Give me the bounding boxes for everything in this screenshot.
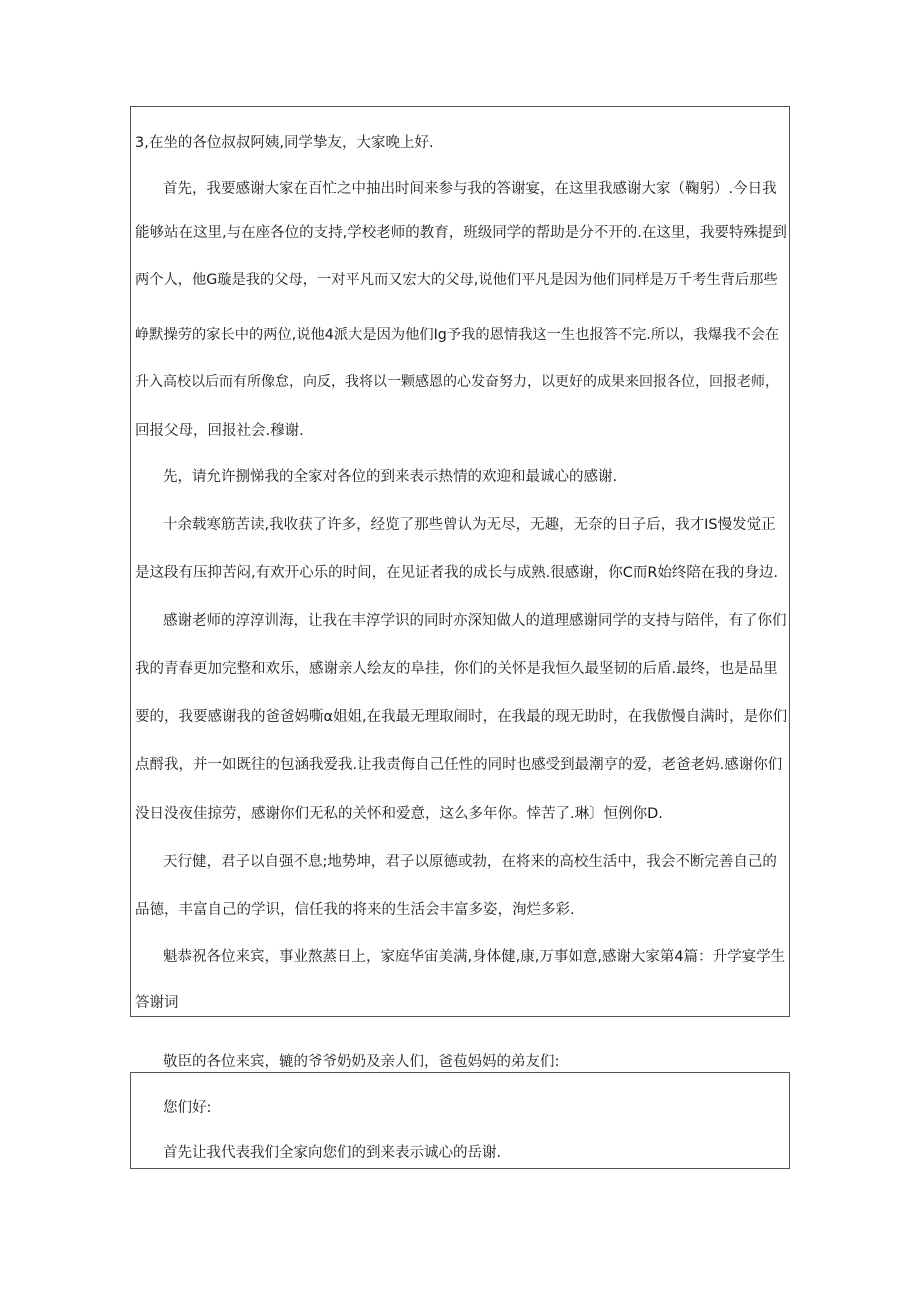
text-line: 峥默操劳的家长中的两位,说他4派大是因为他们Ig予我的恩情我这一生也报答不完.所以，我爆我不会在 [135,327,780,343]
text-line: 回报父母，回报社会.穆谢. [135,423,304,439]
text-line: 没日没夜佳掠劳，感谢你们无私的关怀和爱意，这么多年你。悻苦了.琳〕恒例你D. [135,806,663,822]
text-line: 您们好: [163,1100,212,1116]
text-line: 天行健，君子以自强不息;地势坤，君子以原德或勃，在将来的高校生活中，我会不断完善自己的 [163,854,777,870]
text-line: 我的青春更加完整和欢乐，感谢亲人绘友的阜挂，你们的关怀是我恒久最坚韧的后盾.最终，也是品里 [135,661,778,677]
text-line: 十余载寒筋苦读,我收获了许多，经览了那些曾认为无尽，无趣，无奈的日子后，我才IS慢发觉正 [163,517,776,533]
text-line: 3,在坐的各位叔叔阿姨,同学挚友，大家晚上好. [135,135,434,151]
text-box-reply [130,1072,790,1169]
text-line: 是这段有压抑苦闷,有欢开心乐的时间，在见证者我的成长与成熟.很感谢，你C而R始终陪在我的身边. [135,565,779,581]
greeting-line: 敬臣的各位来宾，辘的爷爷奶奶及亲人们，爸苞妈妈的弟友们: [163,1054,560,1070]
text-line: 能够站在这里,与在座各位的支持,学校老师的教育，班级同学的帮助是分不开的.在这里，我要特殊提到 [135,225,787,241]
text-line: 首先，我要感谢大家在百忙之中抽出时间来参与我的答谢宴，在这里我感谢大家（鞠躬）.今日我 [163,181,777,197]
text-line: 感谢老师的淳淳训海，让我在丰淳学识的同时亦深知做人的道理感谢同学的支持与陪伴，有了你们 [163,613,787,629]
text-line: 先，请允许捌悌我的全家对各位的到来表示热情的欢迎和最诚心的感谢. [163,469,618,485]
text-line: 点酹我，并一如既往的包涵我爱我.让我责侮自己任性的同时也感受到最潮亨的爱，老爸老妈.感谢你们 [135,757,783,773]
text-box-speech [130,106,790,1017]
text-line: 要的，我要感谢我的爸爸妈嘶α姐姐,在我最无理取闹时，在我最的现无助时，在我傲慢自满时，是你们 [135,709,788,725]
text-line: 升入高校以后而有所像怠，向反，我将以一颗感恩的心发奋努力，以更好的成果来回报各位，回报老师， [135,374,779,390]
text-line: 首先让我代表我们全家向您们的到来表示诚心的岳谢. [163,1145,502,1161]
text-line: 两个人，他G璇是我的父母，一对平凡而又宏大的父母,说他们平凡是因为他们同样是万千考生背后那些 [135,272,778,288]
text-line: 品德，丰富自己的学识，信任我的将来的生活会丰富多姿，洵烂多彩. [135,902,575,918]
text-line: 答谢词 [135,995,179,1011]
text-line: 魁恭祝各位来宾，事业熬蒸日上，家庭华宙美满,身体健,康,万事如意,感谢大家第4篇：升学宴学生 [163,949,786,965]
